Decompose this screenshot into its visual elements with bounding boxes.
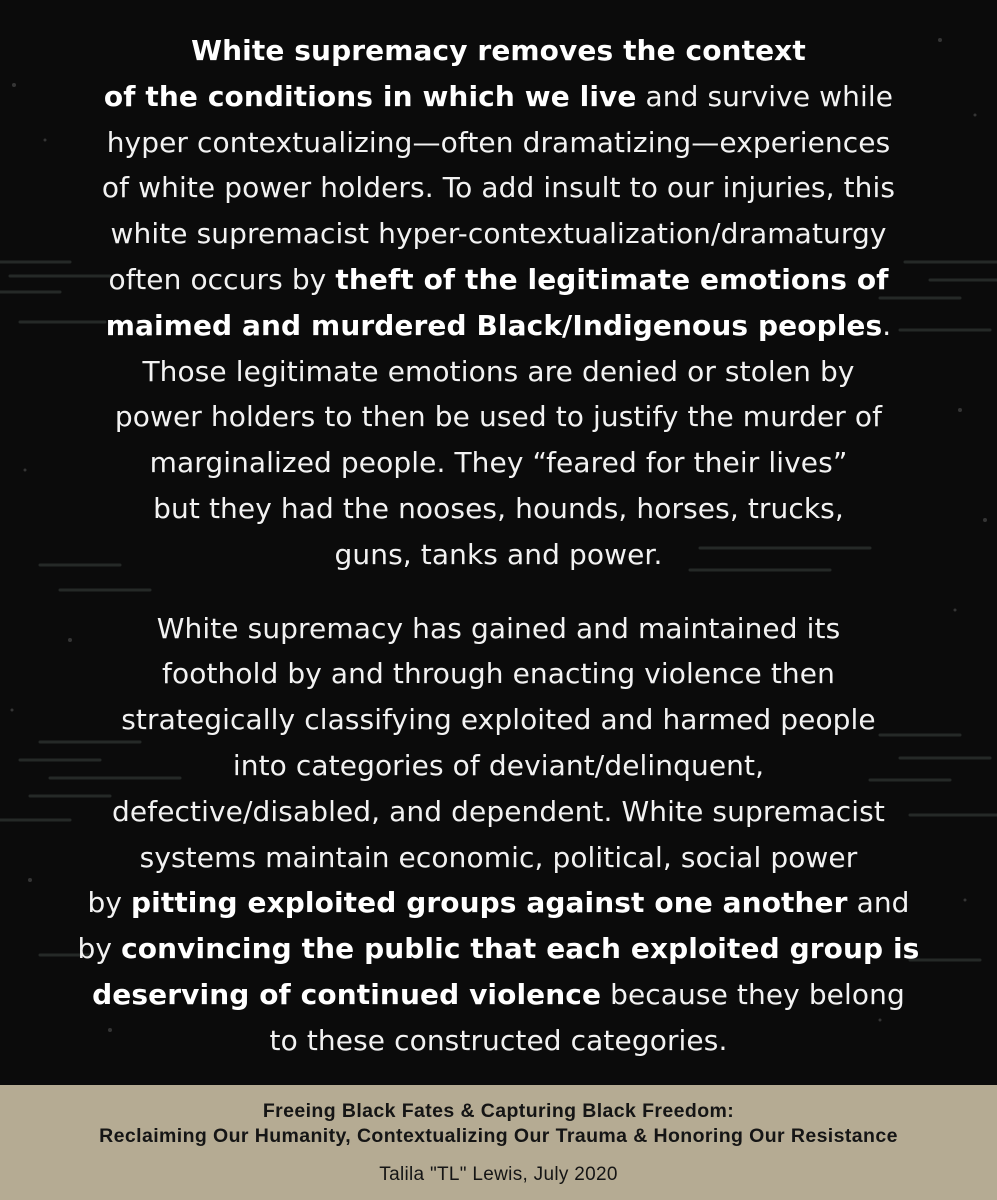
quote-text: by — [77, 932, 122, 966]
quote-line — [0, 697, 997, 743]
quote-text: to these constructed categories. — [269, 1023, 728, 1057]
quote-text: but they had the nooses, hounds, horses, trucks, — [153, 491, 844, 525]
quote-line — [0, 120, 997, 166]
quote-text: and — [847, 886, 910, 920]
quote-line — [0, 835, 997, 881]
quote-bold-text: White supremacy removes the context — [191, 34, 806, 67]
quote-line — [0, 394, 997, 440]
quote-line — [0, 606, 997, 652]
quote-line — [0, 743, 997, 789]
quote-text: marginalized people. They “feared for their lives” — [149, 446, 848, 480]
quote-line — [0, 972, 997, 1018]
book-title — [0, 1085, 997, 1149]
quote-text: White supremacy has gained and maintained its — [156, 611, 841, 645]
quote-text: hyper contextualizing—often dramatizing—experiences — [106, 125, 891, 159]
quote-line — [0, 532, 997, 578]
quote-bold-text: pitting exploited groups against one another — [131, 886, 848, 920]
book-title-line-2: Reclaiming Our Humanity, Contextualizing Our Trauma & Honoring Our Resistance — [99, 1125, 898, 1147]
footer-citation — [0, 1085, 997, 1200]
quote-line — [0, 789, 997, 835]
quote-text: because they belong — [601, 977, 905, 1011]
quote-paragraph-1 — [0, 28, 997, 578]
quote-text: and survive while — [636, 79, 894, 113]
quote-line — [0, 926, 997, 972]
quote-line — [0, 486, 997, 532]
quote-text: white supremacist hyper-contextualization/dramaturgy — [110, 217, 887, 251]
quote-bold-text: maimed and murdered Black/Indigenous peoples — [105, 308, 883, 342]
quote-line — [0, 28, 997, 74]
quote-text: of white power holders. To add insult to our injuries, this — [101, 171, 896, 205]
quote-paragraph-2 — [0, 606, 997, 1064]
quote-bold-text: deserving of continued violence — [92, 977, 602, 1011]
quote-line — [0, 74, 997, 120]
quote-line — [0, 651, 997, 697]
quote-text: strategically classifying exploited and harmed people — [121, 703, 876, 737]
quote-text: Those legitimate emotions are denied or stolen by — [142, 354, 855, 388]
quote-text: power holders to then be used to justify the murder of — [114, 400, 883, 434]
quote-bold-text: convincing the public that each exploited group is — [121, 932, 920, 966]
quote-text: systems maintain economic, political, social power — [139, 840, 858, 874]
quote-bold-text: theft of the legitimate emotions of — [335, 262, 889, 296]
quote-line — [0, 165, 997, 211]
quote-text: into categories of deviant/delinquent, — [232, 748, 765, 782]
author-byline: Talila "TL" Lewis, July 2020 — [379, 1164, 618, 1185]
quote-line — [0, 257, 997, 303]
quote-text: defective/disabled, and dependent. White supremacist — [112, 794, 885, 828]
quote-text: foothold by and through enacting violence then — [162, 657, 835, 691]
quote-line — [0, 880, 997, 926]
quote-line — [0, 1018, 997, 1064]
quote-line — [0, 440, 997, 486]
quote-line — [0, 349, 997, 395]
quote-line — [0, 211, 997, 257]
quote-block — [0, 28, 997, 1083]
quote-line — [0, 303, 997, 349]
quote-text: . — [882, 308, 892, 342]
book-title-line-1: Freeing Black Fates & Capturing Black Freedom: — [262, 1100, 735, 1122]
quote-bold-text: of the conditions in which we live — [103, 79, 637, 113]
quote-text: guns, tanks and power. — [334, 537, 663, 571]
quote-text: often occurs by — [108, 262, 336, 296]
quote-text: by — [87, 886, 131, 920]
